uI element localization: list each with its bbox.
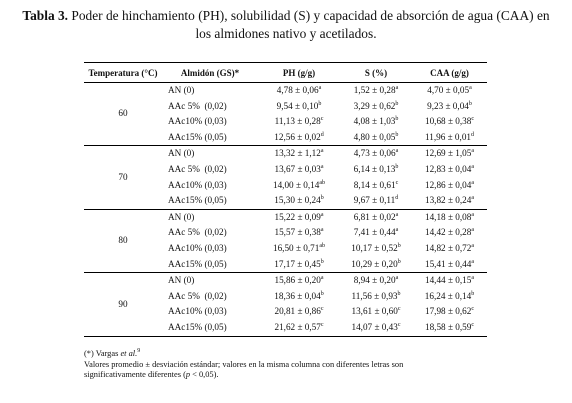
ph-cell: [258, 130, 340, 146]
caa-cell: [412, 114, 487, 130]
starch-cell: AAc 5% (0,02): [168, 100, 227, 111]
temperature-cell: 90: [84, 273, 162, 336]
s-cell-value: 13,61 ± 0,60: [351, 306, 398, 317]
s-cell-value: 6,14 ± 0,13: [353, 163, 396, 174]
ph-cell: [258, 162, 340, 178]
s-cell: [340, 178, 412, 194]
ph-cell-value: 15,22 ± 0,09: [274, 211, 321, 222]
s-cell-letter: a: [395, 84, 399, 91]
ph-cell-letter: a: [320, 275, 324, 282]
caa-cell: [412, 193, 487, 209]
ph-cell-value: 9,54 ± 0,10: [276, 100, 319, 111]
caa-cell: [412, 83, 487, 99]
caa-cell: [412, 162, 487, 178]
ph-cell-letter: c: [320, 116, 324, 123]
s-cell-letter: a: [395, 211, 399, 218]
s-cell: [340, 273, 412, 289]
s-cell-letter: b: [397, 258, 401, 265]
s-cell-value: 4,80 ± 0,05: [353, 131, 396, 142]
table-caption: [0, 7, 572, 43]
note-reference: [84, 349, 504, 360]
s-cell: [340, 257, 412, 273]
ph-cell-value: 18,36 ± 0,04: [274, 290, 321, 301]
table-notes: [84, 349, 504, 381]
ph-cell-value: 15,57 ± 0,38: [274, 227, 321, 238]
caa-cell-value: 16,24 ± 0,14: [424, 290, 472, 301]
caa-cell-letter: a: [471, 179, 475, 186]
note-line-3b: < 0,05).: [190, 370, 219, 380]
ph-cell-letter: a: [318, 84, 322, 91]
caa-cell-letter: a: [471, 148, 475, 155]
ph-cell-value: 21,62 ± 0,57: [274, 321, 321, 332]
s-cell: [340, 241, 412, 257]
caa-cell-letter: a: [471, 211, 475, 218]
ph-cell-value: 14,00 ± 0,14: [272, 179, 320, 190]
header-temperature: Temperatura (°C): [84, 63, 162, 83]
s-cell-letter: d: [395, 195, 399, 202]
ph-cell: [258, 193, 340, 209]
caption-label: Tabla 3.: [22, 8, 69, 23]
table-row: [84, 273, 487, 289]
caa-cell: [412, 320, 487, 336]
table-body: [84, 83, 487, 337]
caa-cell-letter: c: [471, 116, 475, 123]
caa-cell-value: 14,82 ± 0,72: [424, 242, 472, 253]
s-cell-letter: c: [397, 321, 401, 328]
s-cell-value: 9,67 ± 0,11: [353, 195, 396, 206]
starch-cell: AAc 5% (0,02): [168, 227, 227, 238]
caa-cell-letter: a: [471, 242, 475, 249]
ph-cell: [258, 273, 340, 289]
ph-cell-letter: d: [320, 131, 324, 138]
note-p-symbol: p: [185, 370, 191, 380]
ph-cell-value: 11,13 ± 0,28: [274, 116, 321, 127]
caa-cell-value: 18,58 ± 0,59: [424, 321, 472, 332]
s-cell-letter: a: [395, 148, 399, 155]
caa-cell-value: 14,44 ± 0,15: [424, 275, 472, 286]
caa-cell-letter: a: [469, 84, 472, 91]
note-line-2: Valores promedio ± desviación estándar; valores en la misma columna con diferentes letras son: [84, 359, 404, 369]
ph-cell-letter: c: [320, 321, 324, 328]
ph-cell-value: 4,78 ± 0,06: [276, 85, 319, 95]
caa-cell: [412, 241, 487, 257]
starch-cell: AAc 5% (0,02): [168, 290, 227, 301]
starch-cell: AN (0): [168, 211, 195, 222]
ph-cell: [258, 289, 340, 305]
caa-cell-value: 17,98 ± 0,62: [424, 306, 472, 317]
caa-cell-letter: b: [471, 290, 475, 297]
s-cell: [340, 162, 412, 178]
s-cell: [340, 130, 412, 146]
starch-cell: AAc15% (0,05): [162, 193, 258, 209]
note-ref-italic: et al.: [120, 349, 138, 358]
s-cell: [340, 304, 412, 320]
note-ref-prefix: (*) Vargas: [84, 349, 121, 358]
s-cell-value: 8,14 ± 0,61: [353, 179, 396, 190]
s-cell-letter: c: [397, 306, 401, 313]
s-cell: [340, 114, 412, 130]
data-table: [84, 62, 487, 337]
note-line-3: [84, 370, 504, 381]
caa-cell-letter: c: [471, 306, 475, 313]
starch-cell: AAc10% (0,03): [168, 242, 227, 253]
ph-cell: [258, 241, 340, 257]
table-row: [84, 146, 487, 162]
s-cell-value: 14,07 ± 0,43: [351, 321, 398, 332]
caa-cell: [412, 289, 487, 305]
ph-cell: [258, 209, 340, 225]
caa-cell-value: 14,42 ± 0,28: [424, 227, 472, 238]
ph-cell-value: 13,67 ± 0,03: [274, 163, 321, 174]
ph-cell-letter: b: [320, 290, 324, 297]
ph-cell-value: 16,50 ± 0,71: [272, 242, 320, 253]
s-cell: [340, 99, 412, 115]
s-cell-value: 10,17 ± 0,52: [351, 242, 398, 253]
ph-cell-value: 15,30 ± 0,24: [274, 195, 321, 206]
ph-cell: [258, 320, 340, 336]
s-cell-letter: b: [395, 116, 399, 123]
s-cell-letter: c: [395, 179, 399, 186]
starch-cell: AAc10% (0,03): [168, 116, 227, 127]
caa-cell-value: 11,96 ± 0,01: [424, 131, 472, 142]
s-cell-letter: a: [395, 227, 399, 234]
starch-cell: AAc15% (0,05): [162, 320, 258, 336]
caption-text-1: Poder de hinchamiento (PH), solubilidad (S) y capacidad de absorción de agua (CAA) en: [71, 8, 550, 23]
ph-cell-value: 12,56 ± 0,02: [274, 131, 321, 142]
caa-cell-letter: d: [471, 131, 475, 138]
caa-cell: [412, 178, 487, 194]
caa-cell-value: 10,68 ± 0,38: [424, 116, 472, 127]
starch-cell: AN (0): [168, 148, 195, 159]
s-cell-value: 1,52 ± 0,28: [353, 85, 396, 95]
caa-cell-letter: a: [471, 258, 475, 265]
starch-cell: AAc15% (0,05): [162, 130, 258, 146]
ph-cell: [258, 225, 340, 241]
s-cell-value: 4,73 ± 0,06: [353, 148, 396, 159]
caption-line-1: [0, 7, 572, 25]
ph-cell: [258, 83, 340, 99]
caa-cell-value: 4,70 ± 0,05: [427, 85, 470, 95]
ph-cell-letter: b: [320, 195, 324, 202]
caa-cell: [412, 130, 487, 146]
caa-cell-value: 12,86 ± 0,04: [424, 179, 472, 190]
ph-cell-letter: a: [320, 163, 324, 170]
ph-cell-value: 20,81 ± 0,86: [274, 306, 321, 317]
caa-cell-letter: a: [471, 227, 475, 234]
starch-cell: AAc15% (0,05): [162, 257, 258, 273]
header-s: S (%): [340, 63, 412, 83]
caa-cell-letter: b: [468, 100, 472, 107]
header-ph: PH (g/g): [258, 63, 340, 83]
caa-cell-letter: a: [471, 163, 475, 170]
s-cell: [340, 320, 412, 336]
caa-cell: [412, 304, 487, 320]
caa-cell: [412, 209, 487, 225]
caa-cell: [412, 99, 487, 115]
s-cell: [340, 193, 412, 209]
s-cell-letter: b: [397, 290, 401, 297]
caa-cell-letter: a: [471, 275, 475, 282]
s-cell: [340, 209, 412, 225]
temperature-cell: 80: [84, 209, 162, 272]
ph-cell: [258, 146, 340, 162]
table-row: [84, 209, 487, 225]
ph-cell-letter: c: [320, 306, 324, 313]
s-cell-value: 11,56 ± 0,93: [351, 290, 398, 301]
table-row: [84, 83, 487, 99]
ph-cell: [258, 257, 340, 273]
ph-cell-value: 15,86 ± 0,20: [274, 275, 321, 286]
s-cell: [340, 146, 412, 162]
ph-cell-value: 13,32 ± 1,12: [274, 148, 321, 159]
caa-cell: [412, 273, 487, 289]
ph-cell-value: 17,17 ± 0,45: [274, 258, 321, 269]
ph-cell-letter: ab: [319, 242, 326, 249]
ph-cell: [258, 99, 340, 115]
ph-cell: [258, 178, 340, 194]
starch-cell: AAc 5% (0,02): [168, 163, 227, 174]
caa-cell-letter: a: [471, 195, 475, 202]
s-cell: [340, 289, 412, 305]
ph-cell-letter: b: [318, 100, 322, 107]
ph-cell-letter: a: [320, 148, 324, 155]
s-cell-letter: b: [397, 242, 401, 249]
caa-cell: [412, 225, 487, 241]
header-starch: Almidón (GS)*: [162, 63, 258, 83]
caa-cell-value: 12,69 ± 1,05: [424, 148, 472, 159]
s-cell-value: 6,81 ± 0,02: [353, 211, 396, 222]
s-cell-value: 3,29 ± 0,62: [353, 100, 396, 111]
temperature-cell: 60: [84, 83, 162, 146]
header-caa: CAA (g/g): [412, 63, 487, 83]
ph-cell-letter: a: [320, 211, 324, 218]
note-line-3a: significativamente diferentes (: [84, 370, 186, 380]
header-row: [84, 63, 487, 83]
caa-cell: [412, 146, 487, 162]
s-cell-value: 10,29 ± 0,20: [351, 258, 398, 269]
s-cell-value: 4,08 ± 1,03: [353, 116, 396, 127]
caa-cell-value: 9,23 ± 0,04: [427, 100, 469, 111]
s-cell-letter: a: [395, 275, 399, 282]
caa-cell-letter: c: [471, 321, 475, 328]
starch-cell: AN (0): [168, 275, 195, 286]
s-cell-letter: b: [395, 100, 399, 107]
starch-cell: AAc10% (0,03): [168, 179, 227, 190]
s-cell: [340, 225, 412, 241]
caption-line-2: los almidones nativo y acetilados.: [195, 26, 377, 41]
ph-cell-letter: b: [320, 258, 324, 265]
ph-cell-letter: a: [320, 227, 324, 234]
caa-cell-value: 12,83 ± 0,04: [424, 163, 472, 174]
s-cell-value: 7,41 ± 0,44: [353, 227, 396, 238]
temperature-cell: 70: [84, 146, 162, 209]
caa-cell-value: 15,41 ± 0,44: [424, 258, 472, 269]
starch-cell: AN (0): [168, 85, 195, 95]
caa-cell: [412, 257, 487, 273]
caa-cell-value: 14,18 ± 0,08: [424, 211, 472, 222]
starch-cell: AAc10% (0,03): [168, 306, 227, 317]
s-cell-letter: b: [395, 131, 399, 138]
ph-cell: [258, 114, 340, 130]
s-cell: [340, 83, 412, 99]
ph-cell-letter: ab: [319, 179, 326, 186]
s-cell-letter: b: [395, 163, 399, 170]
caa-cell-value: 13,82 ± 0,24: [424, 195, 472, 206]
ph-cell: [258, 304, 340, 320]
note-ref-sup: 9: [137, 348, 141, 355]
s-cell-value: 8,94 ± 0,20: [353, 275, 396, 286]
